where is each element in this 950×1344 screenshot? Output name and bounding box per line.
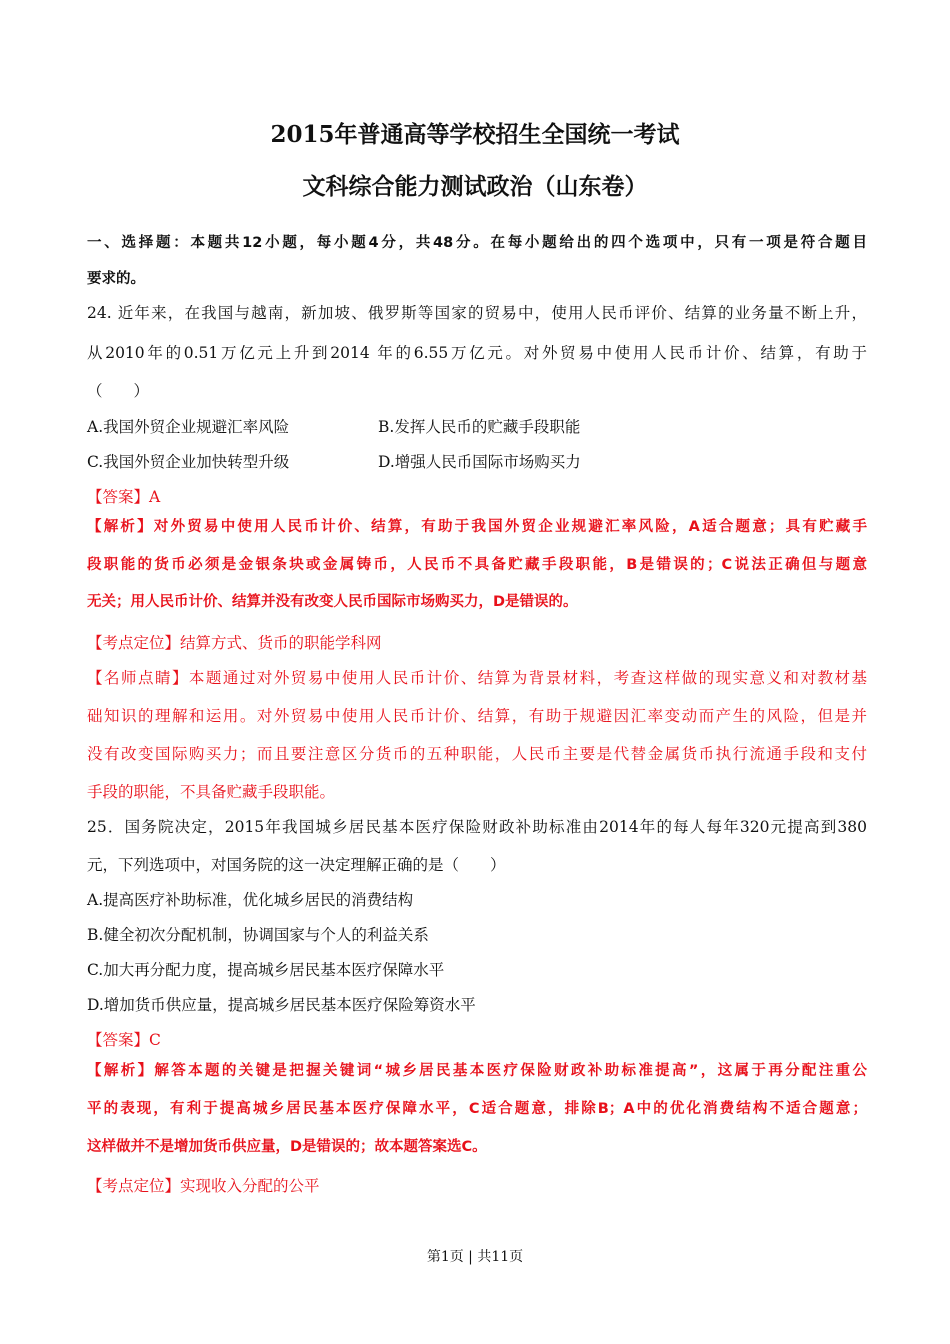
q24-stem: （ ）: [87, 382, 150, 400]
page-title: 2015年普通高等学校招生全国统一考试: [270, 121, 680, 148]
q24-option-d: D.增强人民币国际市场购买力: [378, 453, 581, 471]
q24-option-b: B.发挥人民币的贮藏手段职能: [378, 418, 581, 436]
q25-stem: 元，下列选项中，对国务院的这一决定理解正确的是（ ）: [87, 856, 506, 874]
q24-analysis: 【解析】对外贸易中使用人民币计价、结算，有助于我国外贸企业规避汇率风险，A适合题意；具有贮藏手: [87, 519, 867, 535]
q24-analysis: 无关；用人民币计价、结算并没有改变人民币国际市场购买力，D是错误的。: [87, 594, 578, 610]
q24-tips: 没有改变国际购买力；而且要注意区分货币的五种职能，人民币主要是代替金属货币执行流通手段和支付: [87, 745, 867, 763]
q25-answer: 【答案】C: [87, 1031, 161, 1049]
q24-analysis: 段职能的货币必须是金银条块或金属铸币，人民币不具备贮藏手段职能，B是错误的；C说法正确但与题意: [87, 557, 867, 573]
q25-analysis: 【解析】解答本题的关键是把握关键词“城乡居民基本医疗保险财政补助标准提高”，这属于再分配注重公: [87, 1063, 867, 1079]
q24-stem: 从2010年的0.51万亿元上升到2014 年的6.55万亿元。对外贸易中使用人民币计价、结算，有助于: [87, 344, 867, 362]
q25-option-a: A.提高医疗补助标准，优化城乡居民的消费结构: [87, 891, 414, 909]
section-heading: 一、选择题：本题共12小题，每小题4分，共48分。在每小题给出的四个选项中，只有一项是符合题目: [87, 235, 867, 251]
q24-stem: 24. 近年来，在我国与越南，新加坡、俄罗斯等国家的贸易中，使用人民币评价、结算的业务量不断上升，: [87, 304, 867, 322]
q24-tips: 础知识的理解和运用。对外贸易中使用人民币计价、结算，有助于规避因汇率变动而产生的风险，但是并: [87, 707, 867, 725]
q25-option-c: C.加大再分配力度，提高城乡居民基本医疗保障水平: [87, 961, 445, 979]
q24-option-c: C.我国外贸企业加快转型升级: [87, 453, 290, 471]
q24-point: 【考点定位】结算方式、货币的职能学科网: [87, 634, 382, 652]
q24-tips: 【名师点睛】本题通过对外贸易中使用人民币计价、结算为背景材料，考查这样做的现实意义和对教材基: [87, 669, 867, 687]
q25-option-b: B.健全初次分配机制，协调国家与个人的利益关系: [87, 926, 429, 944]
page-subtitle: 文科综合能力测试政治（山东卷）: [302, 173, 648, 200]
page-footer: 第1页 | 共11页: [426, 1249, 524, 1265]
q25-stem: 25．国务院决定，2015年我国城乡居民基本医疗保险财政补助标准由2014年的每人每年320元提高到380: [87, 818, 867, 836]
q24-answer: 【答案】A: [87, 488, 161, 506]
section-heading-cont: 要求的。: [87, 271, 145, 287]
q25-option-d: D.增加货币供应量，提高城乡居民基本医疗保险筹资水平: [87, 996, 476, 1014]
q24-tips: 手段的职能，不具备贮藏手段职能。: [87, 783, 336, 801]
q25-analysis: 这样做并不是增加货币供应量，D是错误的；故本题答案选C。: [87, 1139, 487, 1155]
q24-option-a: A.我国外贸企业规避汇率风险: [87, 418, 290, 436]
q25-point: 【考点定位】实现收入分配的公平: [87, 1177, 320, 1195]
q25-analysis: 平的表现，有利于提高城乡居民基本医疗保障水平，C适合题意，排除B；A中的优化消费结构不适合题意；: [87, 1101, 867, 1117]
